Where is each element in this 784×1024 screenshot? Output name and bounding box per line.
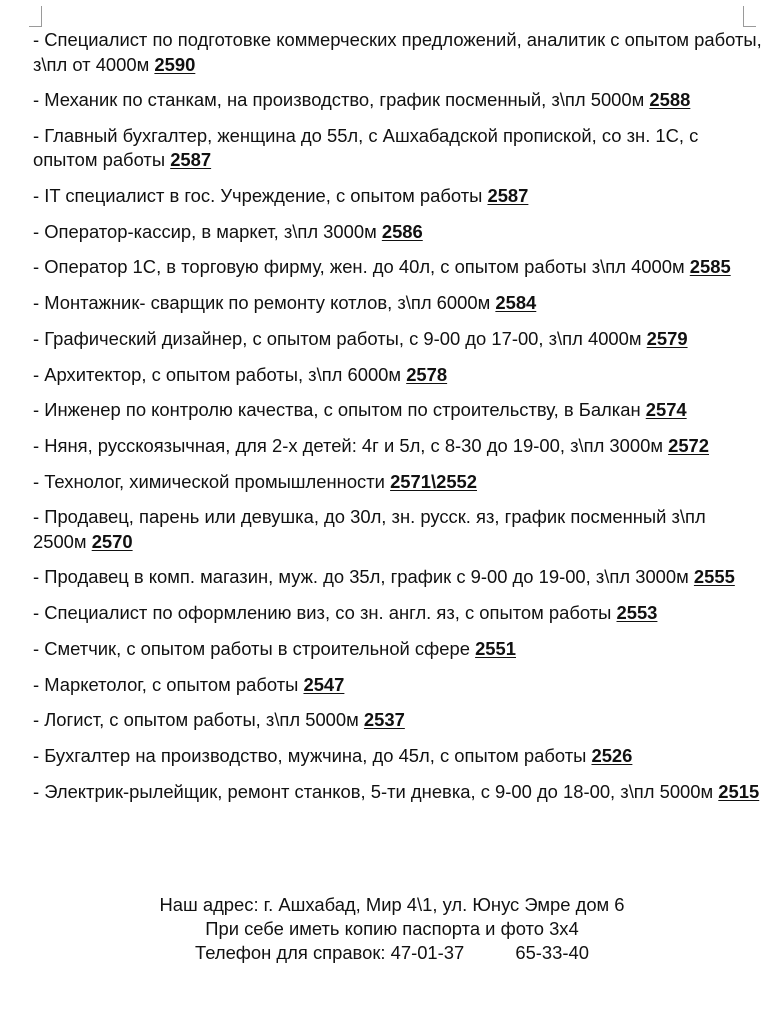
- job-code: 2551: [475, 637, 516, 659]
- job-code: 2586: [381, 220, 423, 242]
- job-code: 2572: [668, 434, 710, 456]
- job-description: - IT специалист в гос. Учреждение, с опытом работы: [33, 185, 483, 207]
- job-item: [33, 255, 763, 280]
- job-code: 2547: [303, 673, 345, 695]
- job-item: [33, 637, 763, 662]
- job-description: - Оператор-кассир, в маркет, з\пл 3000м: [33, 220, 377, 242]
- job-item: [33, 505, 763, 554]
- job-description: - Специалист по оформлению виз, со зн. англ. яз, с опытом работы: [33, 602, 612, 624]
- job-item: [33, 744, 763, 769]
- job-code: 2584: [495, 292, 537, 314]
- page-corner-mark-right: [743, 6, 756, 27]
- job-code: 2579: [646, 327, 688, 349]
- phone-secondary: 65-33-40: [515, 942, 589, 963]
- job-description: - Сметчик, с опытом работы в строительной сфере: [33, 637, 470, 659]
- job-description: - Маркетолог, с опытом работы: [33, 673, 299, 695]
- job-description: - Архитектор, с опытом работы, з\пл 6000м: [33, 363, 402, 385]
- job-code: 2587: [487, 185, 529, 207]
- job-item: [33, 601, 763, 626]
- document-page: [33, 28, 763, 815]
- job-code: 2588: [649, 89, 691, 111]
- job-code: 2526: [591, 744, 633, 766]
- job-description: - Бухгалтер на производство, мужчина, до 45л, с опытом работы: [33, 744, 587, 766]
- phone-line: [0, 941, 784, 965]
- job-code: 2578: [406, 363, 448, 385]
- job-item: [33, 184, 763, 209]
- job-item: [33, 398, 763, 423]
- job-description: - Специалист по подготовке коммерческих предложений, аналитик с опытом работы, з\пл от 4000м: [33, 29, 762, 75]
- job-code: 2537: [363, 709, 405, 731]
- job-code: 2590: [154, 53, 196, 75]
- job-code: 2587: [170, 149, 212, 171]
- job-description: - Графический дизайнер, с опытом работы, с 9-00 до 17-00, з\пл 4000м: [33, 327, 642, 349]
- job-code: 2555: [693, 566, 735, 588]
- job-description: - Электрик-рылейщик, ремонт станков, 5-ти дневка, с 9-00 до 18-00, з\пл 5000м: [33, 780, 714, 802]
- job-description: - Продавец, парень или девушка, до 30л, зн. русск. яз, график посменный з\пл 2500м: [33, 506, 706, 552]
- job-description: - Продавец в комп. магазин, муж. до 35л, график с 9-00 до 19-00, з\пл 3000м: [33, 566, 689, 588]
- job-code: 2571\2552: [390, 470, 478, 492]
- job-item: [33, 565, 763, 590]
- job-item: [33, 28, 763, 77]
- page-corner-mark-left: [29, 6, 42, 27]
- documents-line: При себе иметь копию паспорта и фото 3х4: [205, 918, 579, 939]
- job-description: - Главный бухгалтер, женщина до 55л, с Ашхабадской пропиской, со зн. 1С, с опытом работы: [33, 124, 699, 171]
- address-line: Наш адрес: г. Ашхабад, Мир 4\1, ул. Юнус Эмре дом 6: [159, 894, 625, 915]
- job-item: [33, 327, 763, 352]
- job-item: [33, 363, 763, 388]
- job-description: - Механик по станкам, на производство, график посменный, з\пл 5000м: [33, 89, 645, 111]
- job-item: [33, 708, 763, 733]
- job-item: [33, 220, 763, 245]
- job-description: - Монтажник- сварщик по ремонту котлов, з\пл 6000м: [33, 292, 491, 314]
- contact-footer: [0, 893, 784, 965]
- job-description: - Технолог, химической промышленности: [33, 470, 385, 492]
- job-description: - Инженер по контролю качества, с опытом по строительству, в Балкан: [33, 399, 641, 421]
- job-item: [33, 673, 763, 698]
- job-code: 2553: [616, 602, 658, 624]
- job-item: [33, 88, 763, 113]
- job-list: [33, 28, 763, 804]
- job-item: [33, 780, 763, 805]
- job-item: [33, 291, 763, 316]
- job-description: - Няня, русскоязычная, для 2-х детей: 4г и 5л, с 8-30 до 19-00, з\пл 3000м: [33, 434, 663, 456]
- job-item: [33, 434, 763, 459]
- job-code: 2570: [91, 530, 133, 552]
- job-description: - Логист, с опытом работы, з\пл 5000м: [33, 709, 359, 731]
- job-description: - Оператор 1С, в торговую фирму, жен. до 40л, с опытом работы з\пл 4000м: [33, 256, 685, 278]
- phone-primary: Телефон для справок: 47-01-37: [195, 942, 465, 963]
- job-item: [33, 470, 763, 495]
- job-code: 2585: [689, 256, 731, 278]
- job-item: [33, 124, 763, 173]
- job-code: 2515: [718, 780, 760, 802]
- job-code: 2574: [645, 399, 687, 421]
